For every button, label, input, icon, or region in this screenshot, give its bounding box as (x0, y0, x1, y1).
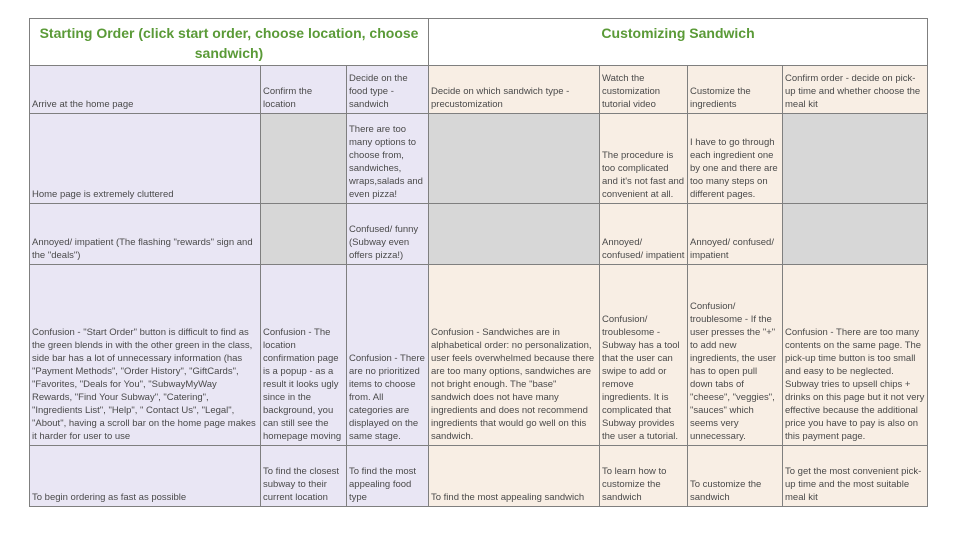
table-cell: Confusion - There are too many contents on the same page. The pick-up time button is too small and easy to be neglected. Subway tries to upsell chips + drinks on this page but it not very effective because the additional price you have to pay is also on this payment page. (783, 265, 928, 446)
table-cell: Confusion - "Start Order" button is difficult to find as the green blends in with the other green in the class, side bar has a lot of unnecessary information (has "Payment Methods", "Order History", "GiftCards", "Favorites, "Deals for You", "SubwayMyWay Rewards, "Find Your Subway", "Catering", "Ingredients List", "Help", " Contact Us", "Legal", "About", having a scroll bar on the home page makes it harder for user to use (30, 265, 261, 446)
table-cell: To find the most appealing food type (347, 446, 429, 507)
table-cell: Annoyed/ confused/ impatient (600, 204, 688, 265)
header-row (30, 19, 928, 66)
table-row (30, 114, 928, 204)
table-cell: Annoyed/ impatient (The flashing "rewards" sign and the "deals") (30, 204, 261, 265)
table-cell (783, 204, 928, 265)
table-cell: Decide on the food type - sandwich (347, 66, 429, 114)
table-cell: Watch the customization tutorial video (600, 66, 688, 114)
table-row (30, 446, 928, 507)
table-row (30, 265, 928, 446)
table-cell (261, 114, 347, 204)
table-cell: Home page is extremely cluttered (30, 114, 261, 204)
journey-map-table (29, 18, 928, 507)
table-row (30, 204, 928, 265)
table-cell: Confirm order - decide on pick-up time and whether choose the meal kit (783, 66, 928, 114)
table-cell: To learn how to customize the sandwich (600, 446, 688, 507)
table-cell: Confusion/ troublesome - If the user presses the "+" to add new ingredients, the user has to open pull down tabs of "cheese", "veggies", "sauces" which seems very unnecessary. (688, 265, 783, 446)
table-cell (429, 114, 600, 204)
table-cell: Confused/ funny (Subway even offers pizza!) (347, 204, 429, 265)
table-cell: Confirm the location (261, 66, 347, 114)
table-cell: To find the most appealing sandwich (429, 446, 600, 507)
table-row (30, 66, 928, 114)
table-cell: Confusion - There are no prioritized items to choose from. All categories are displayed on the same stage. (347, 265, 429, 446)
table-cell: To find the closest subway to their current location (261, 446, 347, 507)
customizing-sandwich-header: Customizing Sandwich (429, 19, 928, 66)
table-cell: Confusion - Sandwiches are in alphabetical order: no personalization, user feels overwhelmed because there are too many options, sandwiches are not bright enough. The "base" sandwich does not have many ingredients and does not recommend ingredients that would go well on this sandwich. (429, 265, 600, 446)
table-cell: There are too many options to choose from, sandwiches, wraps,salads and even pizza! (347, 114, 429, 204)
table-cell (429, 204, 600, 265)
table-cell (261, 204, 347, 265)
table-cell: I have to go through each ingredient one by one and there are too many steps on different pages. (688, 114, 783, 204)
table-cell (783, 114, 928, 204)
table-cell: Confusion/ troublesome - Subway has a tool that the user can swipe to add or remove ingredients. It is complicated that Subway provides the user a tutorial. (600, 265, 688, 446)
table-cell: To get the most convenient pick-up time and the most suitable meal kit (783, 446, 928, 507)
table-cell: To begin ordering as fast as possible (30, 446, 261, 507)
table-cell: The procedure is too complicated and it's not fast and convenient at all. (600, 114, 688, 204)
table-cell: Decide on which sandwich type - precustomization (429, 66, 600, 114)
table-cell: Customize the ingredients (688, 66, 783, 114)
starting-order-header: Starting Order (click start order, choose location, choose sandwich) (30, 19, 429, 66)
table-cell: To customize the sandwich (688, 446, 783, 507)
table-cell: Confusion - The location confirmation page is a popup - as a result it looks ugly since in the background, you can still see the homepage moving (261, 265, 347, 446)
table-cell: Annoyed/ confused/ impatient (688, 204, 783, 265)
table-cell: Arrive at the home page (30, 66, 261, 114)
